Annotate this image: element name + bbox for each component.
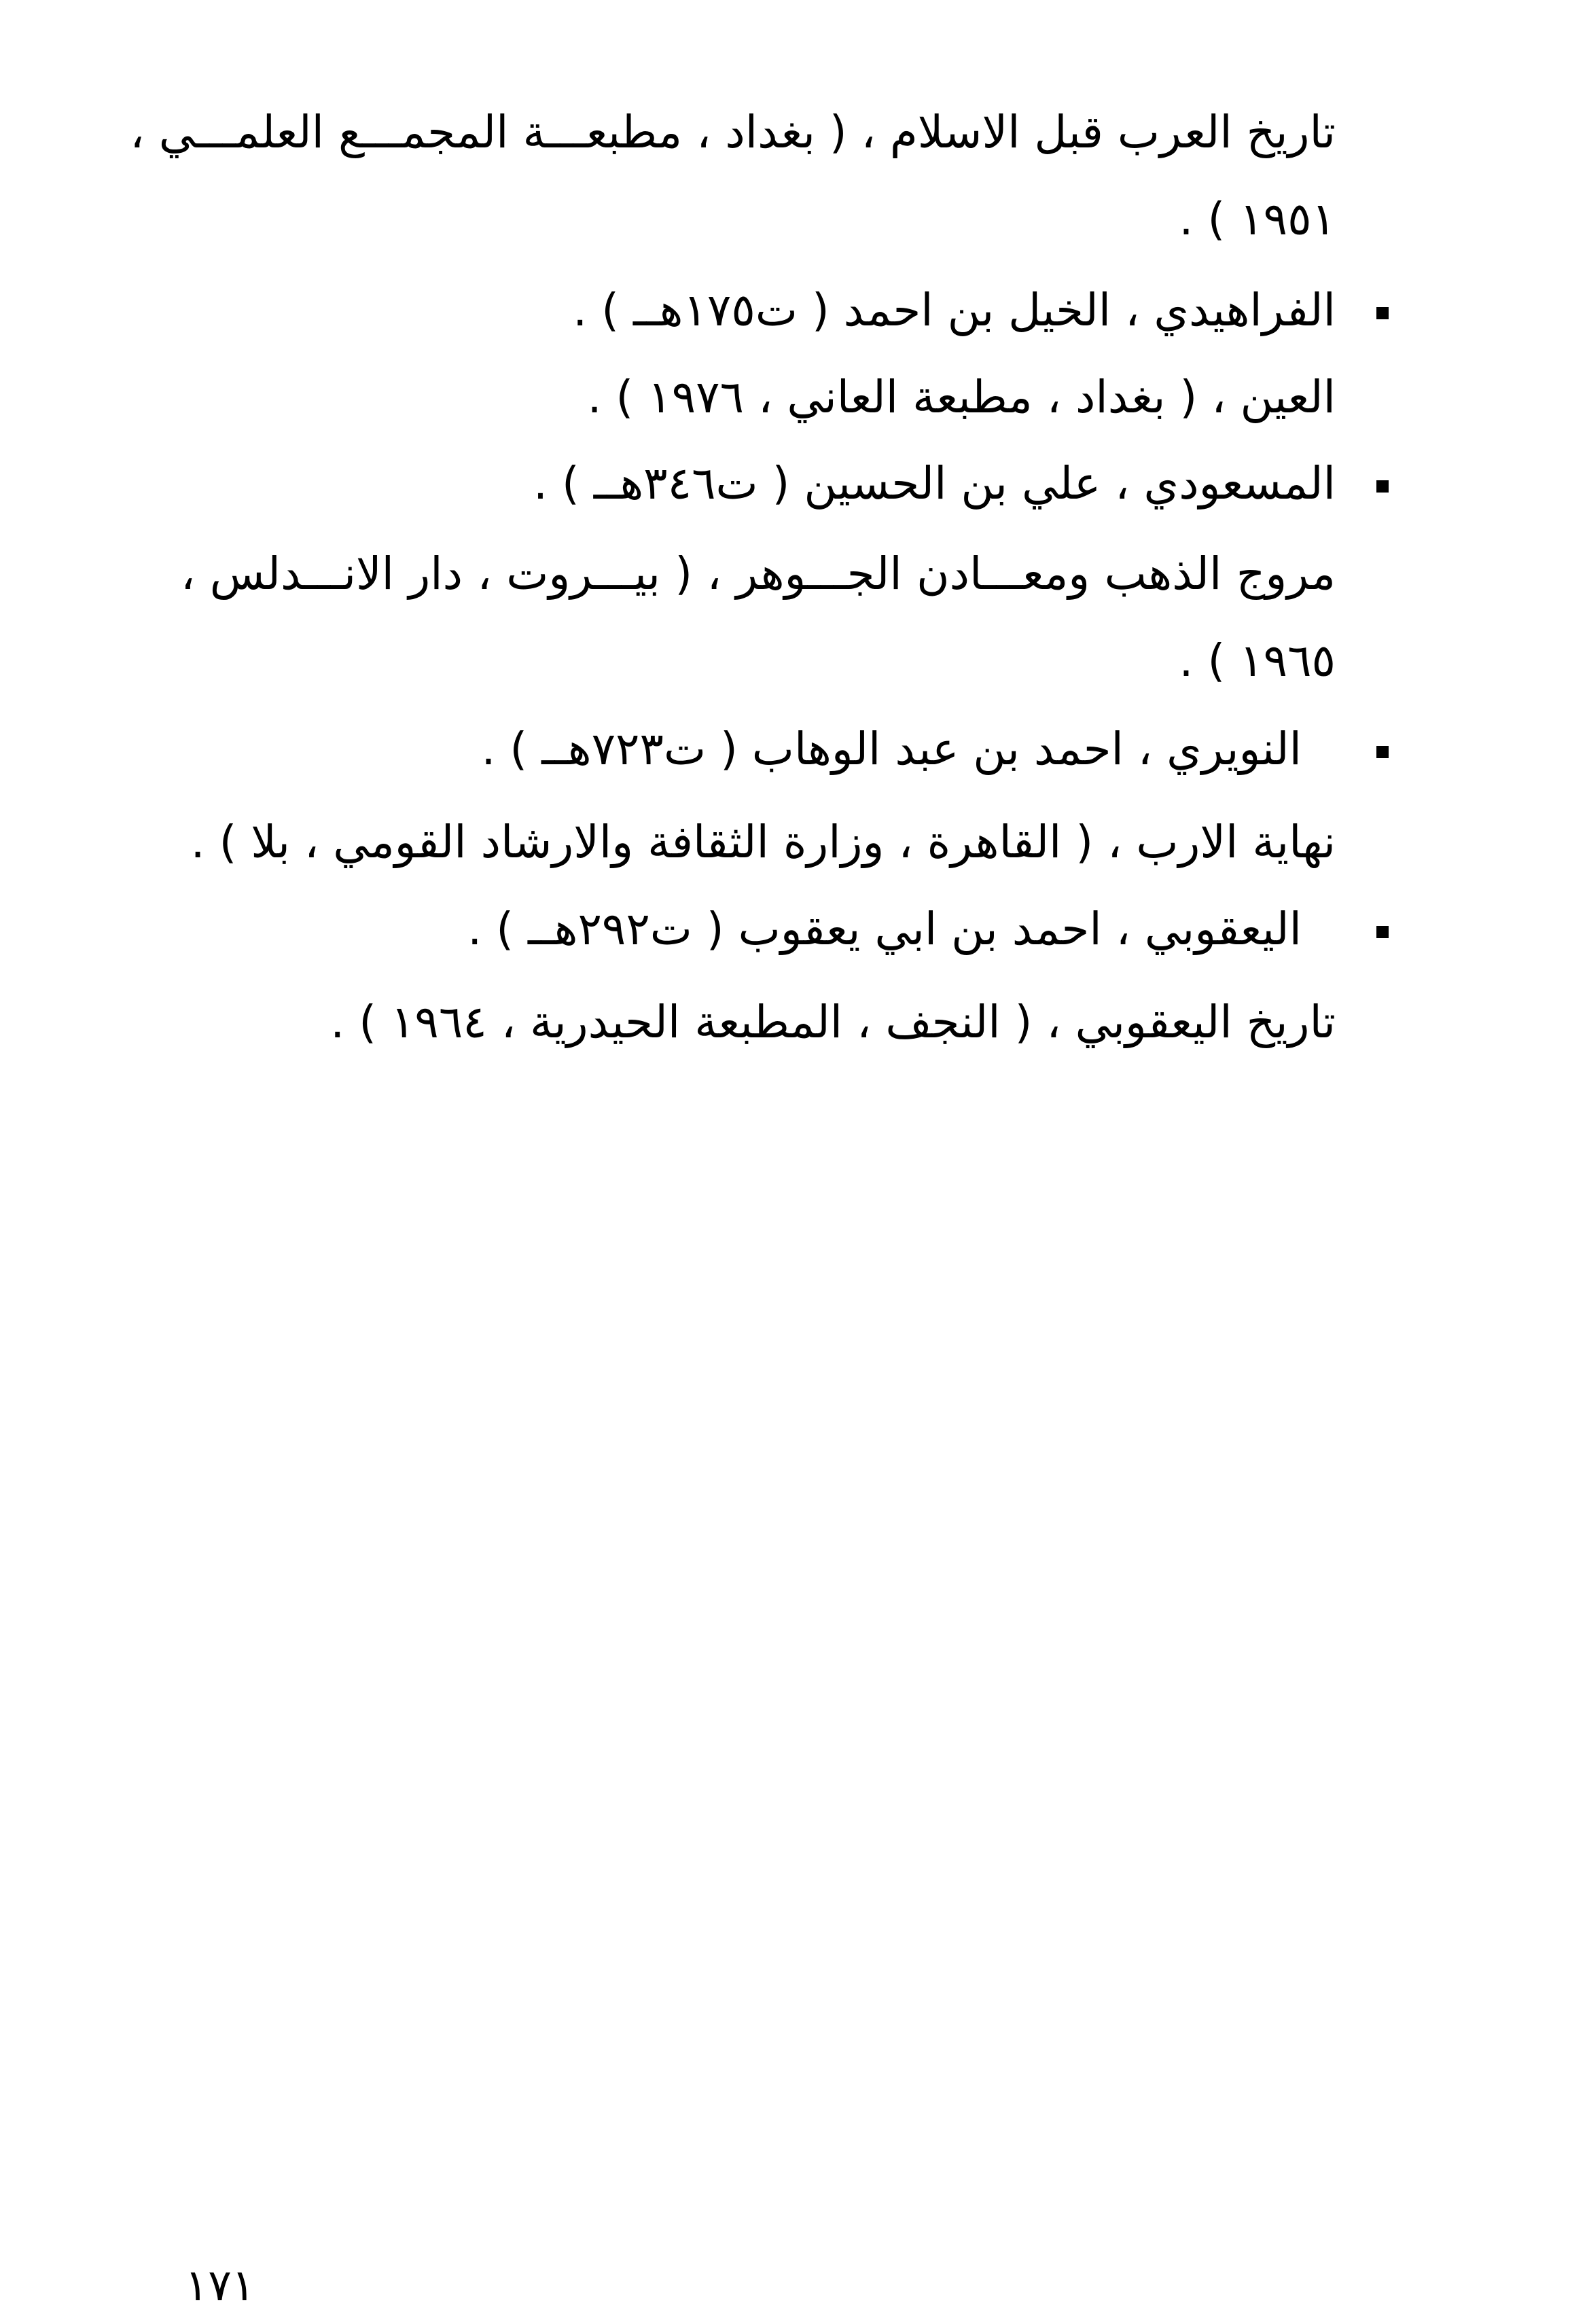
reference-line-7: ١٩٦٥ ) . (1179, 634, 1336, 687)
reference-line-3: الفراهيدي ، الخيل بن احمد ( ت١٧٥هــ ) . (573, 284, 1336, 336)
reference-line-2: ١٩٥١ ) . (1179, 193, 1336, 245)
bullet-marker (1376, 746, 1389, 758)
reference-line-9: نهاية الارب ، ( القاهرة ، وزارة الثقافة والارشاد القومي ، بلا ) . (190, 816, 1336, 868)
reference-line-11: تاريخ اليعقوبي ، ( النجف ، المطبعة الحيدرية ، ١٩٦٤ ) . (330, 996, 1336, 1048)
page-number: ١٧١ (185, 2261, 255, 2311)
reference-line-10: اليعقوبي ، احمد بن ابي يعقوب ( ت٢٩٢هــ ) . (467, 903, 1302, 955)
bullet-marker (1376, 926, 1389, 938)
reference-line-5: المسعودي ، علي بن الحسين ( ت٣٤٦هــ ) . (533, 457, 1336, 510)
reference-line-8: النويري ، احمد بن عبد الوهاب ( ت٧٢٣هــ ) . (481, 723, 1302, 775)
reference-line-4: العين ، ( بغداد ، مطبعة العاني ، ١٩٧٦ ) . (587, 371, 1336, 423)
bullet-marker (1376, 307, 1389, 319)
reference-line-6: مروج الذهب ومعـــادن الجـــوهر ، ( بيـــروت ، دار الانـــدلس ، (181, 548, 1336, 600)
reference-line-1: تاريخ العرب قبل الاسلام ، ( بغداد ، مطبعـــة المجمـــع العلمـــي ، (130, 106, 1336, 158)
bullet-marker (1376, 480, 1389, 493)
